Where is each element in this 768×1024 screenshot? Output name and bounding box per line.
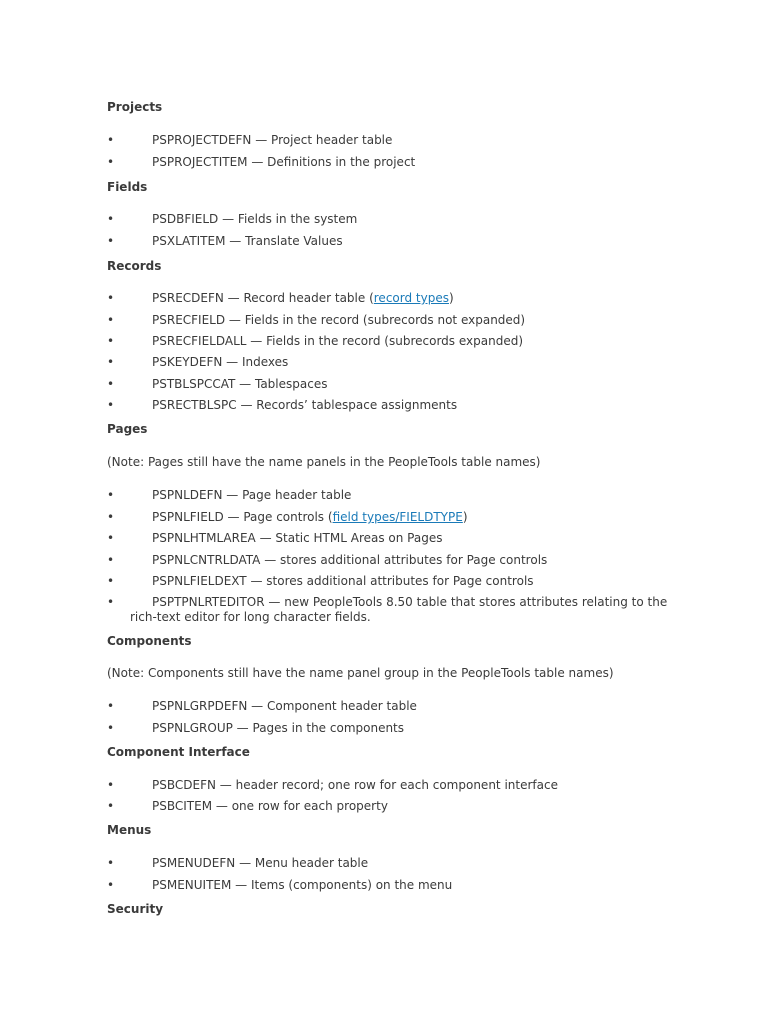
item-text: PSPNLGROUP — Pages in the components	[152, 721, 405, 735]
bullet: •	[107, 313, 115, 327]
bullet: •	[107, 133, 115, 147]
bullet: •	[107, 234, 115, 248]
bullet: •	[107, 595, 115, 609]
bullet: •	[107, 334, 115, 348]
heading-fields: Fields	[107, 180, 148, 194]
bullet: •	[107, 778, 115, 792]
heading-menus: Menus	[107, 823, 152, 837]
bullet: •	[107, 574, 115, 588]
item-text: PSMENUITEM — Items (components) on the menu	[152, 878, 453, 892]
bullet: •	[107, 510, 115, 524]
heading-pages: Pages	[107, 422, 148, 436]
bullet: •	[107, 799, 115, 813]
item-text: PSPNLCNTRLDATA — stores additional attributes for Page controls	[152, 553, 548, 567]
components-note: (Note: Components still have the name panel group in the PeopleTools table names)	[107, 666, 614, 680]
item-text: PSPNLGRPDEFN — Component header table	[152, 699, 417, 713]
item-text: PSPROJECTITEM — Definitions in the project	[152, 155, 416, 169]
bullet: •	[107, 878, 115, 892]
bullet: •	[107, 377, 115, 391]
item-text: PSPNLHTMLAREA — Static HTML Areas on Pages	[152, 531, 443, 545]
item-text: PSBCDEFN — header record; one row for each component interface	[152, 778, 558, 792]
heading-projects: Projects	[107, 100, 163, 114]
item-text: PSBCITEM — one row for each property	[152, 799, 388, 813]
field-types-link[interactable]: field types/FIELDTYPE	[332, 510, 463, 524]
item-text: PSXLATITEM — Translate Values	[152, 234, 343, 248]
bullet: •	[107, 291, 115, 305]
item-text: PSKEYDEFN — Indexes	[152, 355, 289, 369]
item-text: PSPNLFIELDEXT — stores additional attributes for Page controls	[152, 574, 534, 588]
bullet: •	[107, 553, 115, 567]
item-text: PSPTPNLRTEDITOR — new PeopleTools 8.50 table that stores attributes relating to the	[152, 595, 668, 609]
pages-note: (Note: Pages still have the name panels in the PeopleTools table names)	[107, 455, 541, 469]
bullet: •	[107, 721, 115, 735]
bullet: •	[107, 355, 115, 369]
bullet: •	[107, 212, 115, 226]
heading-records: Records	[107, 259, 162, 273]
item-text: PSPNLDEFN — Page header table	[152, 488, 352, 502]
heading-component-interface: Component Interface	[107, 745, 250, 759]
bullet: •	[107, 488, 115, 502]
heading-security: Security	[107, 902, 164, 916]
item-text: PSPNLFIELD — Page controls (field types/FIELDTYPE)	[152, 510, 468, 524]
heading-components: Components	[107, 634, 192, 648]
bullet: •	[107, 531, 115, 545]
bullet: •	[107, 699, 115, 713]
bullet: •	[107, 155, 115, 169]
item-text: PSRECFIELD — Fields in the record (subrecords not expanded)	[152, 313, 526, 327]
item-text: PSRECDEFN — Record header table (record types)	[152, 291, 454, 305]
item-text: PSRECFIELDALL — Fields in the record (subrecords expanded)	[152, 334, 523, 348]
item-text: PSPROJECTDEFN — Project header table	[152, 133, 393, 147]
bullet: •	[107, 856, 115, 870]
record-types-link[interactable]: record types	[373, 291, 449, 305]
item-text: PSRECTBLSPC — Records’ tablespace assignments	[152, 398, 458, 412]
item-text: PSTBLSPCCAT — Tablespaces	[152, 377, 328, 391]
bullet: •	[107, 398, 115, 412]
item-text-continuation: rich-text editor for long character fields.	[130, 610, 371, 624]
item-text: PSDBFIELD — Fields in the system	[152, 212, 358, 226]
item-text: PSMENUDEFN — Menu header table	[152, 856, 369, 870]
